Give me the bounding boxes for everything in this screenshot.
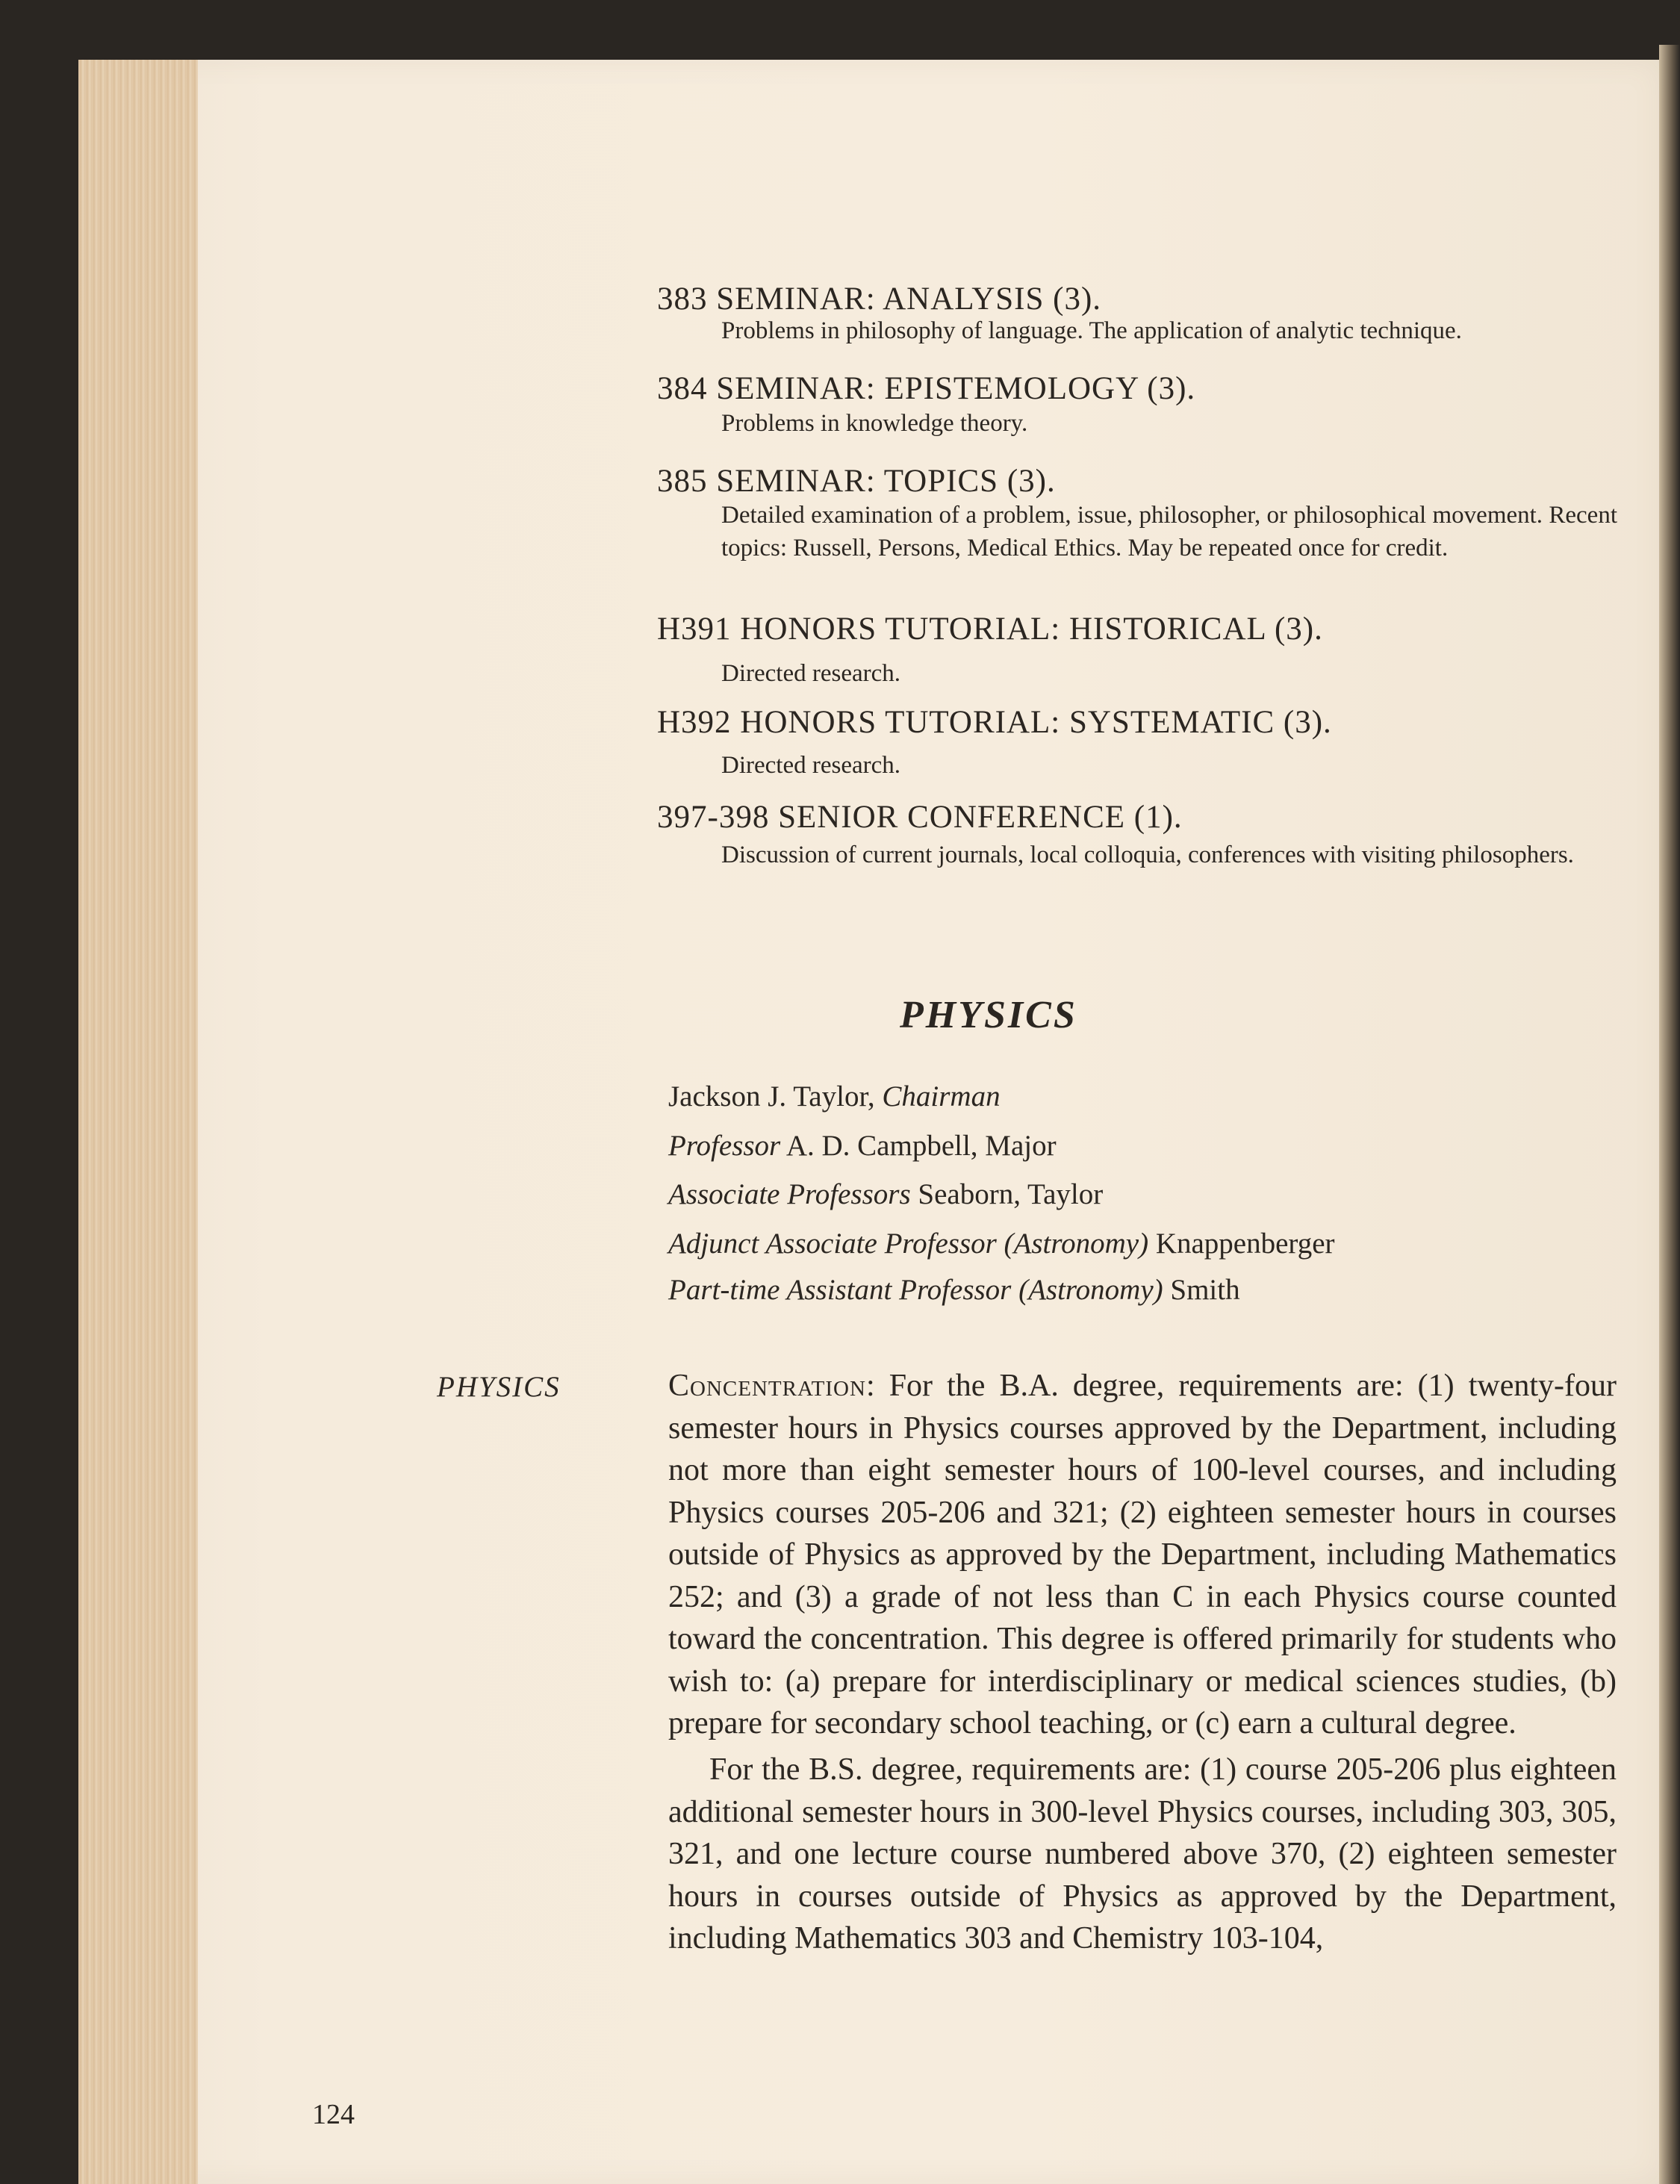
- staff-line: [668, 1080, 1001, 1113]
- staff-line: [668, 1227, 1335, 1260]
- margin-label: PHYSICS: [437, 1371, 561, 1403]
- course-title: 385 SEMINAR: TOPICS (3).: [657, 464, 1056, 499]
- bs-degree-paragraph: For the B.S. degree, requirements are: (1) course 205-206 plus eighteen additional semester hours in 300-level Physics courses, including 303, 305, 321, and one lecture course numbered above 370, (2) eighteen semester hours in courses outside of Physics as approved by the Department, including Mathematics 303 and Chemistry 103-104,: [668, 1752, 1617, 1956]
- section-heading: PHYSICS: [900, 994, 1077, 1036]
- staff-role: Professor: [668, 1130, 781, 1162]
- course-description: Problems in philosophy of language. The application of analytic technique.: [721, 317, 1462, 344]
- course-description: Problems in knowledge theory.: [721, 410, 1028, 437]
- concentration-lead: Concentration: [668, 1369, 866, 1403]
- course-title: 384 SEMINAR: EPISTEMOLOGY (3).: [657, 371, 1196, 406]
- staff-line: [668, 1273, 1240, 1307]
- staff-name: A. D. Campbell, Major: [785, 1130, 1057, 1162]
- book-spine: [1659, 45, 1680, 2184]
- staff-line: [668, 1129, 1057, 1163]
- staff-name: Smith: [1170, 1274, 1240, 1306]
- course-description: Directed research.: [721, 752, 901, 779]
- page-stack-edge: [78, 60, 198, 2184]
- course-title: 383 SEMINAR: ANALYSIS (3).: [657, 281, 1102, 317]
- staff-role: Adjunct Associate Professor (Astronomy): [668, 1228, 1149, 1260]
- staff-line: [668, 1177, 1103, 1211]
- staff-name: Jackson J. Taylor,: [668, 1080, 875, 1113]
- staff-role: Part-time Assistant Professor (Astronomy): [668, 1274, 1163, 1306]
- course-title: H392 HONORS TUTORIAL: SYSTEMATIC (3).: [657, 705, 1332, 740]
- staff-role: Chairman: [882, 1080, 1001, 1113]
- course-title: 397-398 SENIOR CONFERENCE (1).: [657, 800, 1183, 835]
- course-description: Discussion of current journals, local colloquia, conferences with visiting philosophers.: [721, 841, 1574, 868]
- staff-name: Knappenberger: [1155, 1228, 1335, 1260]
- concentration-paragraph: [668, 1365, 1617, 1745]
- page-number: 124: [312, 2099, 355, 2130]
- staff-name: Seaborn, Taylor: [918, 1178, 1104, 1210]
- concentration-text: : For the B.A. degree, requirements are: (1) twenty-four semester hours in Physics courses approved by the Department, including not more than eight semester hours of 100-level courses, and including Physics courses 205-206 and 321; (2) eighteen semester hours in courses outside of Physics as approved by the Department, including Mathematics 252; and (3) a grade of not less than C in each Physics course counted toward the concentration. This degree is offered primarily for students who wish to: (a) prepare for interdisciplinary or medical sciences studies, (b) prepare for secondary school teaching, or (c) earn a cultural degree.: [668, 1369, 1617, 1740]
- course-description: Detailed examination of a problem, issue, philosopher, or philosophical movement. Recent topics: Russell, Persons, Medical Ethics. May be repeated once for credit.: [721, 502, 1617, 561]
- staff-role: Associate Professors: [668, 1178, 911, 1210]
- course-description: Directed research.: [721, 660, 901, 687]
- course-title: H391 HONORS TUTORIAL: HISTORICAL (3).: [657, 612, 1323, 647]
